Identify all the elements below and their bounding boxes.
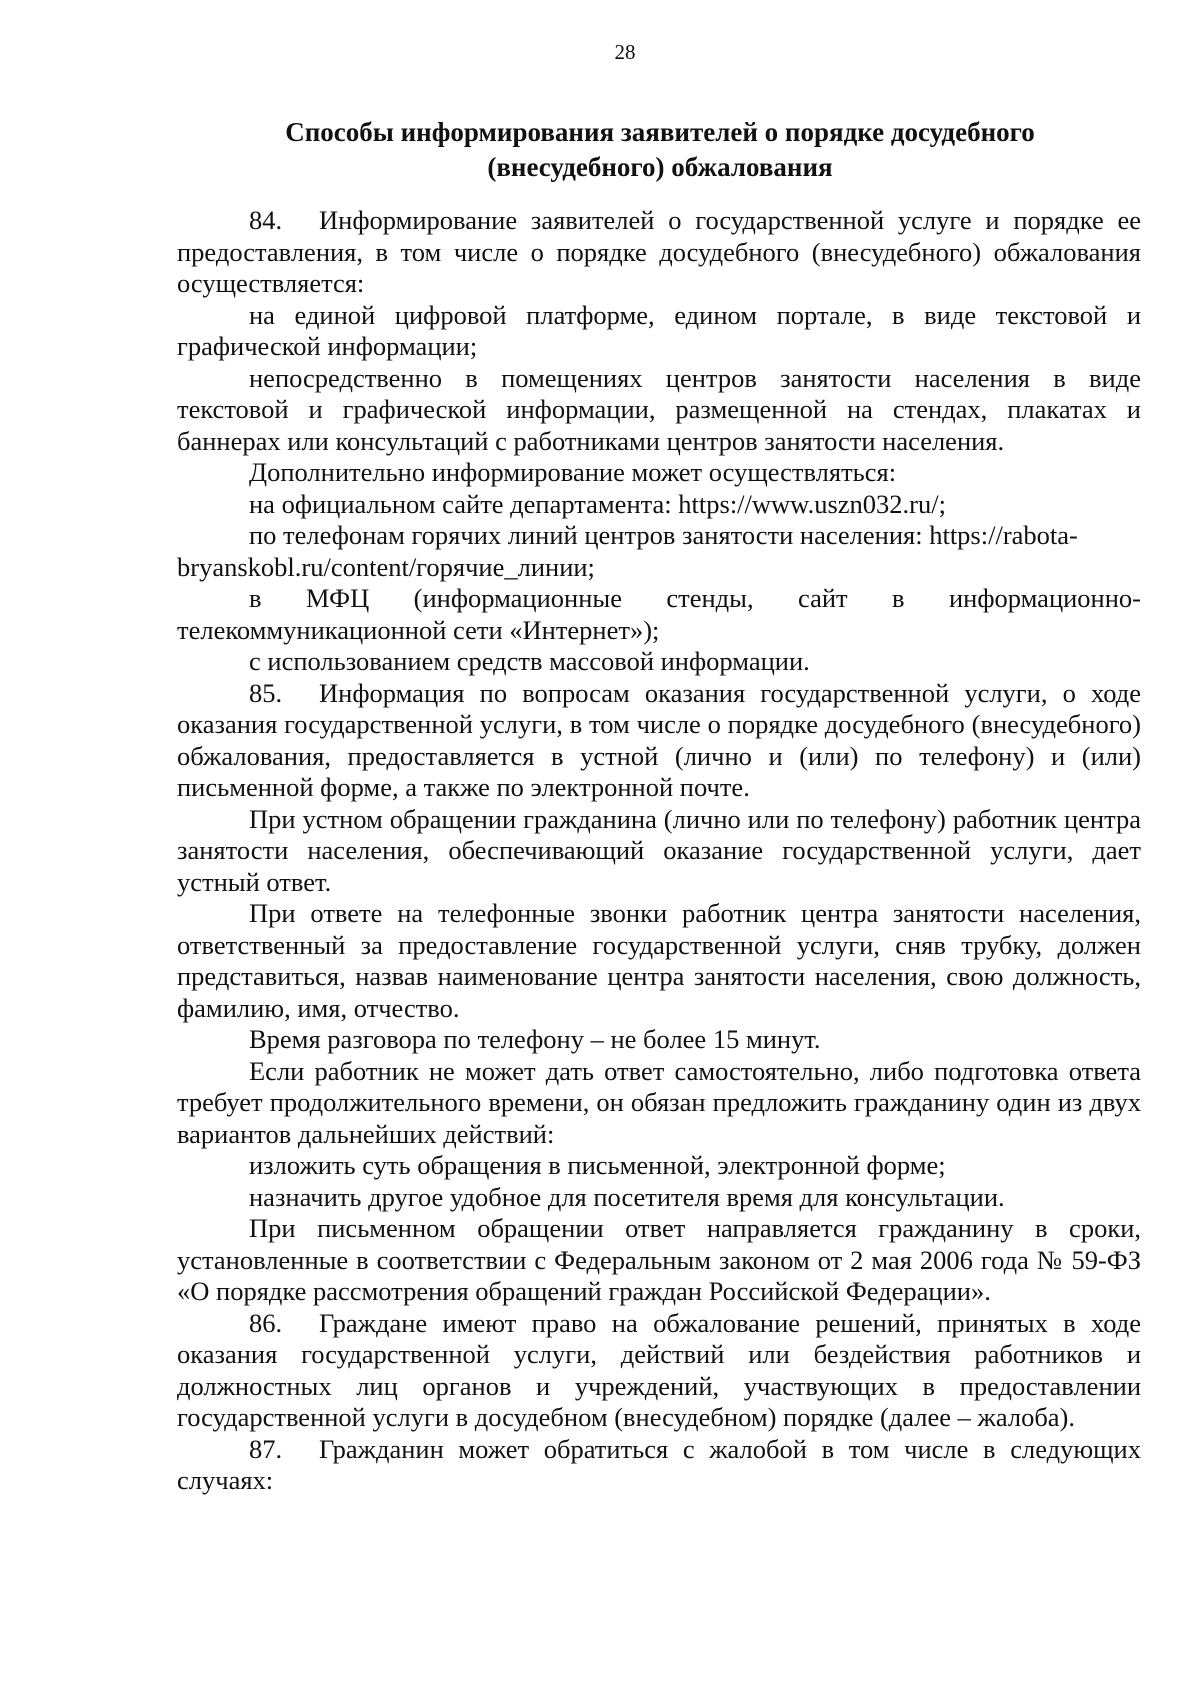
paragraph-number: 85. (249, 677, 283, 708)
paragraph-86 (177, 1308, 1141, 1434)
paragraph-text: Дополнительно информирование может осуществляться: (249, 457, 897, 487)
paragraph (177, 583, 1141, 646)
paragraph-number: 84. (249, 205, 283, 235)
paragraph (177, 1056, 1141, 1151)
paragraph (177, 300, 1141, 363)
section-heading (180, 115, 1140, 185)
heading-line-1: Способы информирования заявителей о порядке досудебного (285, 117, 1035, 147)
paragraph-87 (177, 1434, 1141, 1497)
paragraph-text: по телефонам горячих линий центров занятости населения: https://rabota-bryanskobl.ru/content/горячие_линии; (177, 520, 1078, 582)
paragraph (177, 898, 1141, 1024)
paragraph (177, 1182, 1141, 1214)
paragraph (177, 804, 1141, 899)
paragraph-text: При устном обращении гражданина (лично или по телефону) работник центра занятости населения, обеспечивающий оказание государственной услуги, дает устный ответ. (177, 803, 1141, 897)
paragraph (177, 363, 1141, 458)
paragraph (177, 1150, 1141, 1182)
paragraph (177, 1213, 1141, 1308)
paragraph (177, 520, 1141, 583)
paragraph-text: непосредственно в помещениях центров занятости населения в виде текстовой и графической информации, размещенной на стендах, плакатах и баннерах или консультаций с работниками центров занятости населения. (177, 362, 1141, 456)
paragraph-84 (177, 205, 1141, 300)
paragraph-text: Гражданин может обратиться с жалобой в том числе в следующих случаях: (177, 1433, 1141, 1495)
paragraph (177, 1024, 1141, 1056)
paragraph (177, 646, 1141, 678)
paragraph-text: Время разговора по телефону – не более 15 минут. (249, 1024, 821, 1054)
paragraph-text: При ответе на телефонные звонки работник центра занятости населения, ответственный за предоставление государственной услуги, сняв трубку, должен представиться, назвав наименование центра занятости населения, свою должность, фамилию, имя, отчество. (177, 898, 1141, 1023)
paragraph-text: назначить другое удобное для посетителя время для консультации. (249, 1181, 1005, 1212)
paragraph-text: в МФЦ (информационные стенды, сайт в информационно-телекоммуникационной сети «Интернет»); (177, 583, 1141, 645)
page-number: 28 (614, 40, 636, 64)
paragraph-text: изложить суть обращения в письменной, электронной форме; (249, 1150, 946, 1180)
heading-line-2: (внесудебного) обжалования (487, 152, 833, 182)
paragraph-number: 87. (249, 1433, 283, 1464)
paragraph-number: 86. (249, 1307, 283, 1338)
paragraph-text: Информирование заявителей о государственной услуге и порядке ее предоставления, в том числе о порядке досудебного (внесудебного) обжалования осуществляется: (177, 205, 1141, 298)
paragraph (177, 457, 1141, 489)
paragraph (177, 489, 1141, 521)
paragraph-85 (177, 678, 1141, 804)
paragraph-text: Граждане имеют право на обжалование решений, принятых в ходе оказания государственной услуги, действий или бездействия работников и должностных лиц органов и учреждений, участвующих в предоставлении государственной услуги в досудебном (внесудебном) порядке (далее – жалоба). (177, 1307, 1141, 1432)
document-body (177, 205, 1141, 1497)
paragraph-text: Информация по вопросам оказания государственной услуги, о ходе оказания государственной услуги, в том числе о порядке досудебного (внесудебного) обжалования, предоставляется в устной (лично и (или) по телефону) и (или) письменной форме, а также по электронной почте. (177, 677, 1141, 802)
paragraph-text: на единой цифровой платформе, едином портале, в виде текстовой и графической информации; (177, 299, 1141, 361)
paragraph-text: Если работник не может дать ответ самостоятельно, либо подготовка ответа требует продолжительного времени, он обязан предложить гражданину один из двух вариантов дальнейших действий: (177, 1055, 1141, 1149)
paragraph-text: на официальном сайте департамента: https://www.uszn032.ru/; (249, 488, 946, 519)
paragraph-text: При письменном обращении ответ направляется гражданину в сроки, установленные в соответствии с Федеральным законом от 2 мая 2006 года № 59-ФЗ «О порядке рассмотрения обращений граждан Российской Федерации». (177, 1213, 1141, 1306)
paragraph-text: с использованием средств массовой информации. (249, 646, 810, 676)
